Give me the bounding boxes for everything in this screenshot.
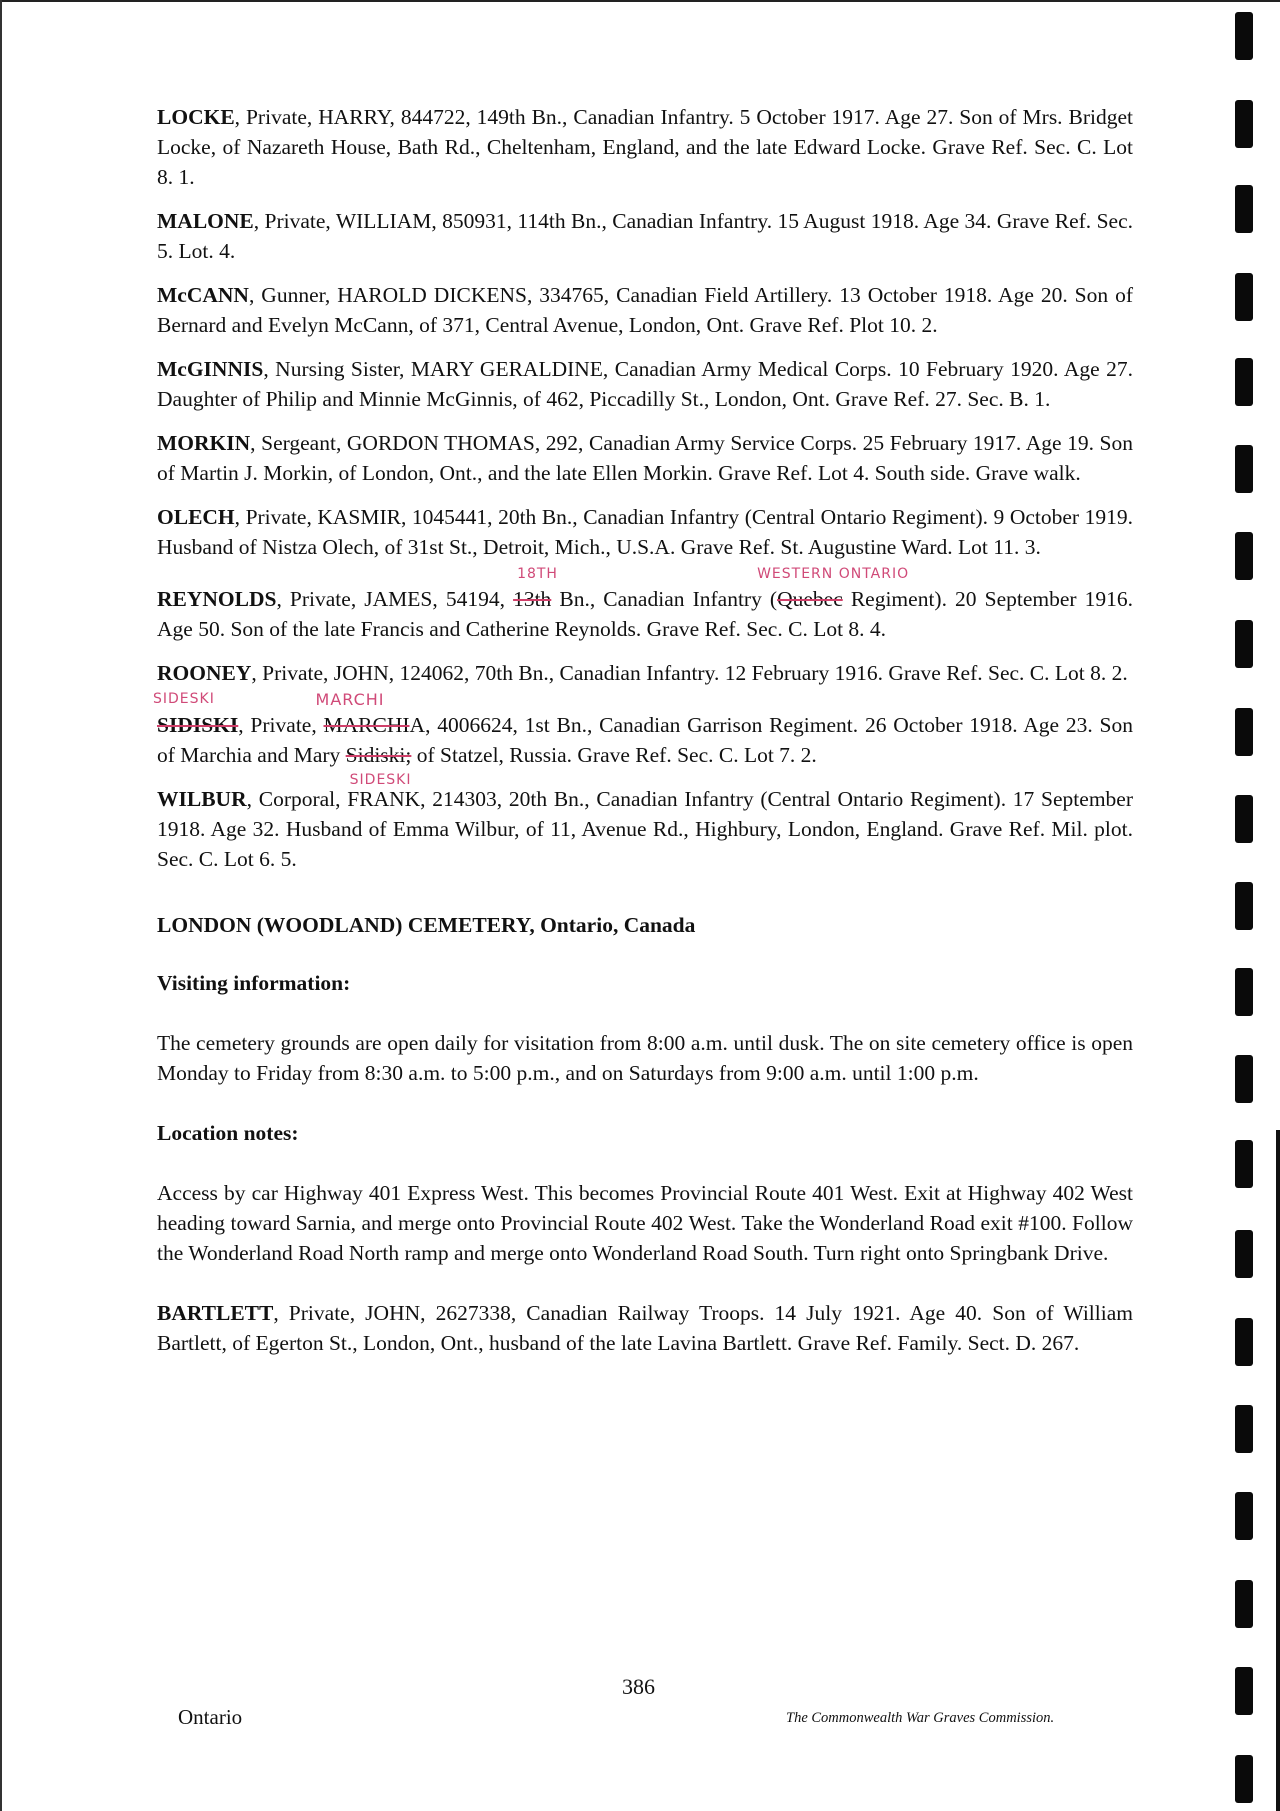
- binder-hole-mark: [1235, 1405, 1253, 1453]
- footer-region: Ontario: [178, 1705, 243, 1729]
- entry-text: , Corporal, FRANK, 214303, 20th Bn., Canadian Infantry (Central Ontario Regiment). 17 September 1918. Age 32. Husband of Emma Wilbur, of 11, Avenue Rd., Highbury, London, England. Grave Ref. Mil. plot. Sec. C. Lot 6. 5.: [157, 787, 1133, 871]
- entry-surname: MORKIN: [157, 431, 251, 455]
- entry-text: Regiment). 20 September 1916. Age 50. Son of the late Francis and Catherine Reynolds. Grave Ref. Sec. C. Lot 8. 4.: [157, 587, 1134, 641]
- entry-sidiski: [153, 690, 1133, 788]
- entry-text: , 4006624, 1st Bn., Canadian Garrison Regiment. 26 October 1918. Age 23. Son of Marchia and Mary: [157, 713, 1133, 767]
- entry-mccann: [157, 280, 1133, 340]
- entry-rooney: [157, 658, 1133, 688]
- entry-text: , Nursing Sister, MARY GERALDINE, Canadian Army Medical Corps. 10 February 1920. Age 27. Daughter of Philip and Minnie McGinnis, of 462, Piccadilly St., London, Ont. Grave Ref. 27. Sec. B. 1.: [157, 357, 1133, 411]
- entry-text: , Private,: [238, 713, 324, 737]
- handwritten-note-surname: SIDESKI: [153, 691, 215, 707]
- entry-morkin: [157, 428, 1133, 488]
- binder-hole-mark: [1235, 620, 1253, 668]
- entry-text: , Private, KASMIR, 1045441, 20th Bn., Canadian Infantry (Central Ontario Regiment). 9 October 1919. Husband of Nistza Olech, of 31st St., Detroit, Mich., U.S.A. Grave Ref. St. Augustine Ward. Lot 11. 3.: [157, 505, 1133, 559]
- binder-hole-mark: [1235, 1580, 1253, 1628]
- entry-bartlett: [157, 1298, 1133, 1358]
- entry-surname: BARTLETT: [157, 1301, 274, 1325]
- visiting-text: The cemetery grounds are open daily for visitation from 8:00 a.m. until dusk. The on site cemetery office is open Monday to Friday from 8:30 a.m. to 5:00 p.m., and on Saturdays from 9:00 a.m. until 1:00 p.m.: [157, 1031, 1133, 1085]
- binder-hole-mark: [1235, 358, 1253, 406]
- binder-hole-mark: [1235, 1055, 1253, 1103]
- entry-surname: ROONEY: [157, 661, 252, 685]
- binder-hole-mark: [1235, 273, 1253, 321]
- entry-olech: [157, 502, 1133, 562]
- entry-text: , Private, JAMES, 54194,: [276, 587, 514, 611]
- page-number: 386: [622, 1674, 655, 1699]
- binder-hole-mark: [1235, 12, 1253, 60]
- binder-hole-mark: [1235, 185, 1253, 233]
- entry-text: , Private, JOHN, 124062, 70th Bn., Canadian Infantry. 12 February 1916. Grave Ref. Sec. C. Lot 8. 2.: [251, 661, 1128, 685]
- struck-regiment: [757, 566, 910, 611]
- binder-hole-mark: [1235, 1492, 1253, 1540]
- entry-text: , Private, JOHN, 2627338, Canadian Railway Troops. 14 July 1921. Age 40. Son of William Bartlett, of Egerton St., London, Ont., husband of the late Lavina Bartlett. Grave Ref. Family. Sect. D. 267.: [157, 1301, 1133, 1355]
- entry-locke: [157, 102, 1133, 192]
- handwritten-note-regiment: WESTERN ONTARIO: [757, 566, 910, 582]
- entry-text: , Private, WILLIAM, 850931, 114th Bn., Canadian Infantry. 15 August 1918. Age 34. Grave Ref. Sec. 5. Lot. 4.: [157, 209, 1133, 263]
- entry-wilbur: [157, 784, 1133, 874]
- struck-mother-name: [345, 743, 412, 788]
- struck-regiment-text: Quebec: [777, 587, 843, 611]
- struck-battalion: [513, 566, 558, 611]
- entry-malone: [157, 206, 1133, 266]
- scan-edge-top: [0, 0, 1280, 2]
- struck-mother-name-text: Sidiski;: [345, 743, 412, 767]
- location-text: Access by car Highway 401 Express West. This becomes Provincial Route 401 West. Exit at Highway 402 West heading toward Sarnia, and merge onto Provincial Route 402 West. Take the Wonderland Road exit #100. Follow the Wonderland Road North ramp and merge onto Wonderland Road South. Turn right onto Springbank Drive.: [157, 1181, 1133, 1265]
- binder-hole-mark: [1235, 1667, 1253, 1715]
- scan-edge-right: [1276, 1130, 1280, 1811]
- handwritten-note-battalion: 18TH: [517, 566, 558, 582]
- footer-publisher: The Commonwealth War Graves Commission.: [786, 1710, 1055, 1726]
- entry-mcginnis: [157, 354, 1133, 414]
- entry-text: of Statzel, Russia. Grave Ref. Sec. C. Lot 7. 2.: [411, 743, 817, 767]
- entry-surname: MALONE: [157, 209, 254, 233]
- struck-surname: [153, 691, 239, 737]
- entry-surname: OLECH: [157, 505, 235, 529]
- visiting-heading: Visiting information:: [157, 971, 351, 995]
- entry-surname: McCANN: [157, 283, 249, 307]
- binder-hole-mark: [1235, 968, 1253, 1016]
- struck-battalion-text: 13th: [513, 587, 552, 611]
- handwritten-note-mother-name: SIDESKI: [349, 772, 412, 788]
- scan-edge-left: [0, 0, 2, 1811]
- entry-surname: REYNOLDS: [157, 587, 277, 611]
- entry-surname: WILBUR: [157, 787, 247, 811]
- location-heading: Location notes:: [157, 1121, 299, 1145]
- entries-column: [153, 102, 1134, 1372]
- handwritten-note-first-name: MARCHI: [315, 690, 385, 709]
- binder-hole-mark: [1235, 1140, 1253, 1188]
- binder-hole-mark: [1235, 1318, 1253, 1366]
- binder-hole-mark: [1235, 1230, 1253, 1278]
- entry-text: Bn., Canadian Infantry (: [551, 587, 778, 611]
- entry-text: A: [409, 713, 426, 737]
- struck-first-name-text: MARCHI: [323, 713, 410, 737]
- entry-text: , Gunner, HAROLD DICKENS, 334765, Canadian Field Artillery. 13 October 1918. Age 20. Son of Bernard and Evelyn McCann, of 371, Central Avenue, London, Ont. Grave Ref. Plot 10. 2.: [157, 283, 1133, 337]
- binder-hole-mark: [1235, 100, 1253, 148]
- entry-text: , Private, HARRY, 844722, 149th Bn., Canadian Infantry. 5 October 1917. Age 27. Son of Mrs. Bridget Locke, of Nazareth House, Bath Rd., Cheltenham, England, and the late Edward Locke. Grave Ref. Sec. C. Lot 8. 1.: [157, 105, 1133, 189]
- entry-text: , Sergeant, GORDON THOMAS, 292, Canadian Army Service Corps. 25 February 1917. Age 19. Son of Martin J. Morkin, of London, Ont., and the late Ellen Morkin. Grave Ref. Lot 4. South side. Grave walk.: [157, 431, 1133, 485]
- binder-hole-mark: [1235, 882, 1253, 930]
- entry-reynolds: [157, 566, 1134, 644]
- cemetery-title: LONDON (WOODLAND) CEMETERY, Ontario, Canada: [157, 913, 696, 937]
- binder-hole-mark: [1235, 445, 1253, 493]
- binder-hole-mark: [1235, 532, 1253, 580]
- struck-first-name: [315, 690, 410, 737]
- entry-surname: LOCKE: [157, 105, 235, 129]
- entry-surname: McGINNIS: [157, 357, 264, 381]
- binder-hole-mark: [1235, 795, 1253, 843]
- struck-surname-text: SIDISKI: [157, 713, 239, 737]
- binder-hole-mark: [1235, 1755, 1253, 1803]
- binder-hole-mark: [1235, 708, 1253, 756]
